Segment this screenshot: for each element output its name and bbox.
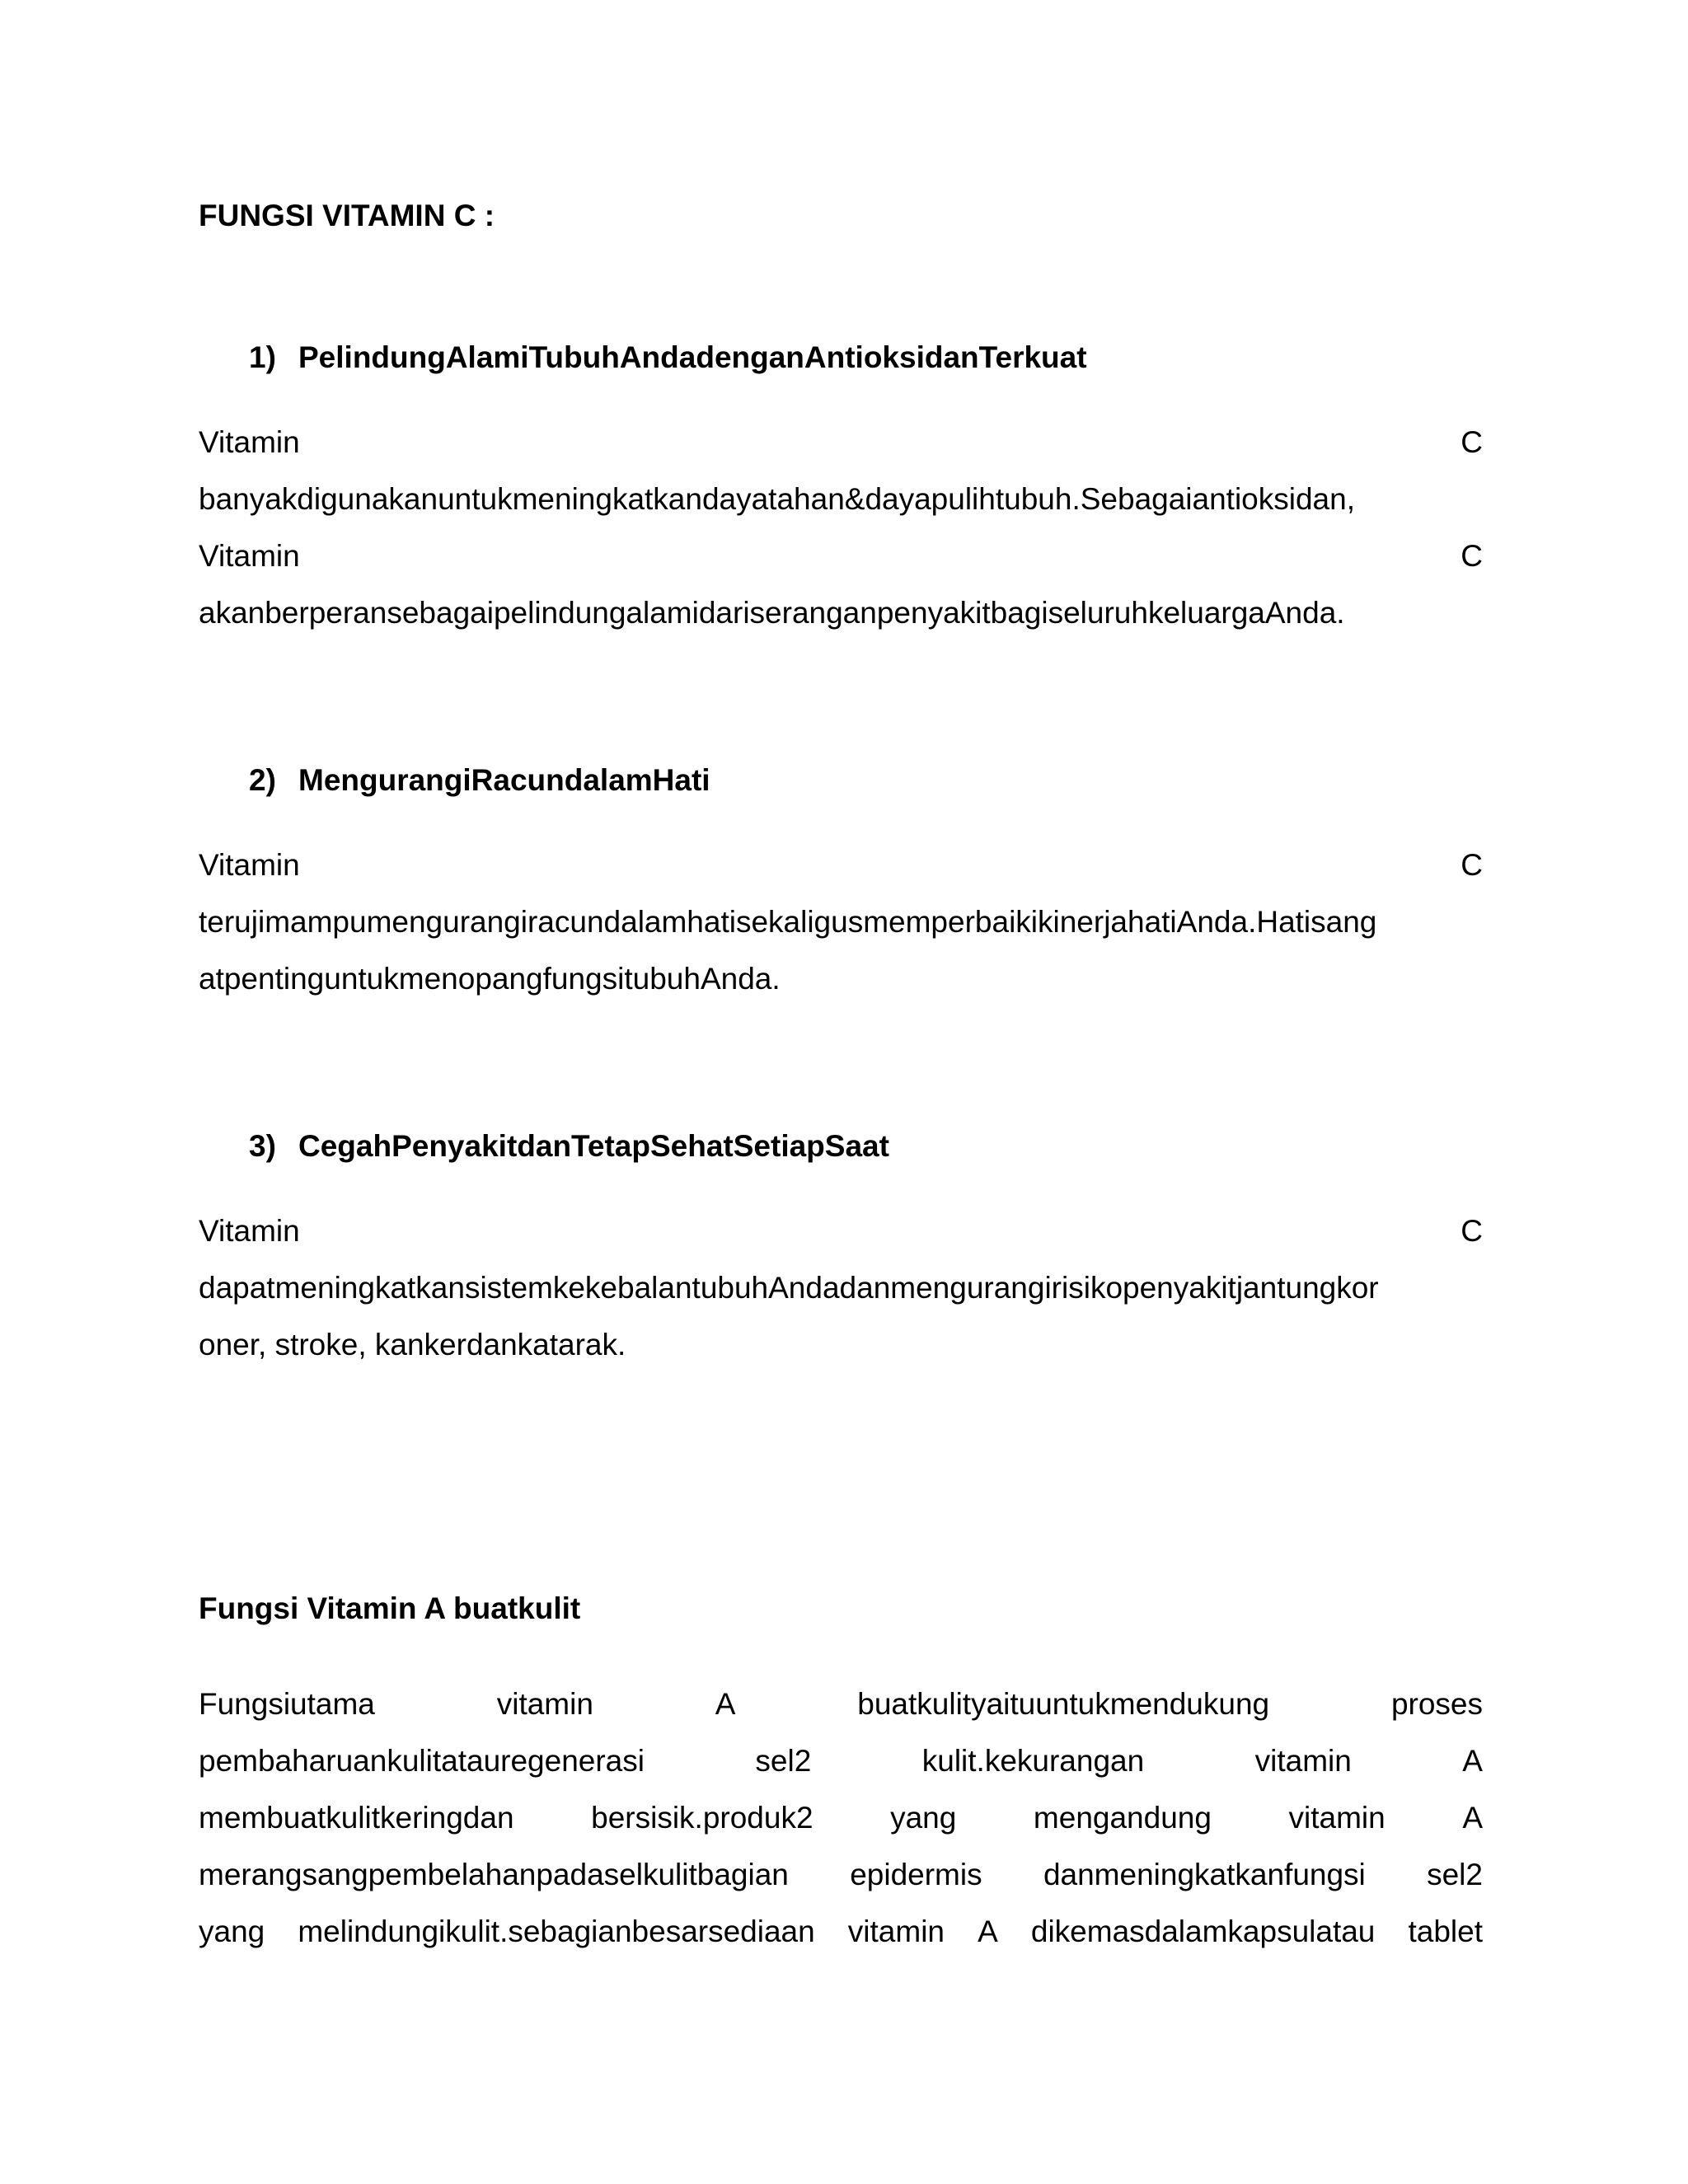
word: C [1461,848,1483,882]
section-number: 1) [249,340,276,374]
paragraph-line [199,1846,1483,1903]
paragraph-line [199,1202,1483,1259]
word: vitamin [496,1687,593,1721]
word: danmeningkatkanfungsi [1043,1858,1366,1891]
word: pembaharuankulitatauregenerasi [199,1744,645,1778]
word: A [1462,1744,1483,1778]
word: A [1462,1801,1483,1835]
paragraph-line [199,527,1483,584]
section-heading-1 [249,340,1087,376]
section-heading-2 [249,762,710,799]
vitamin-a-paragraph [199,1675,1483,1960]
document-title: FUNGSI VITAMIN C : [199,199,495,232]
section-heading-text: CegahPenyakitdanTetapSehatSetiapSaat [298,1129,889,1163]
paragraph-line [199,1903,1483,1960]
word: sel2 [1427,1858,1483,1891]
word: proses [1390,1687,1483,1721]
word: C [1461,539,1483,573]
paragraph-line [199,1675,1483,1732]
vitamin-a-title: Fungsi Vitamin A buatkulit [199,1591,581,1625]
section-number: 2) [249,763,276,797]
word: yang [890,1801,957,1835]
word: tablet [1408,1915,1483,1948]
word: C [1461,425,1483,459]
word: Vitamin [199,425,300,459]
paragraph-line: oner, stroke, kankerdankatarak. [199,1328,626,1361]
section-heading-3 [249,1128,889,1165]
paragraph-line [199,1732,1483,1789]
word: Vitamin [199,539,300,573]
section-paragraph-1 [199,414,1483,641]
word: dikemasdalamkapsulatau [1030,1915,1376,1948]
paragraph-line: atpentinguntukmenopangfungsitubuhAnda. [199,962,781,996]
section-number: 3) [249,1129,276,1163]
word: bersisik.produk2 [591,1801,814,1835]
word: A [715,1687,736,1721]
word: yang [199,1915,265,1948]
word: buatkulityaituuntukmendukung [857,1687,1270,1721]
word: C [1461,1214,1483,1248]
paragraph-line: banyakdigunakanuntukmeningkatkandayatahan&dayapulihtubuh.Sebagaiantioksidan, [199,482,1355,516]
word: sel2 [755,1744,812,1778]
word: kulit.kekurangan [921,1744,1145,1778]
word: vitamin [1288,1801,1386,1835]
word: Vitamin [199,1214,300,1248]
word: mengandung [1033,1801,1212,1835]
paragraph-line [199,837,1483,893]
word: melindungikulit.sebagianbesarsediaan [298,1915,815,1948]
paragraph-line: terujimampumengurangiracundalamhatisekaligusmemperbaikikinerjahatiAnda.Hatisang [199,905,1377,939]
word: vitamin [847,1915,945,1948]
section-heading-text: PelindungAlamiTubuhAndadenganAntioksidanTerkuat [298,340,1087,374]
word: Fungsiutama [199,1687,375,1721]
section-paragraph-2 [199,837,1483,1007]
paragraph-line: akanberperansebagaipelindungalamidariseranganpenyakitbagiseluruhkeluargaAnda. [199,596,1345,630]
word: Vitamin [199,848,300,882]
paragraph-line [199,414,1483,471]
word: vitamin [1254,1744,1352,1778]
paragraph-line [199,1789,1483,1846]
word: epidermis [850,1858,982,1891]
section-paragraph-3 [199,1202,1483,1373]
word: merangsangpembelahanpadaselkulitbagian [199,1858,789,1891]
word: A [978,1915,998,1948]
section-heading-text: MengurangiRacundalamHati [298,763,710,797]
paragraph-line: dapatmeningkatkansistemkekebalantubuhAndadanmengurangirisikopenyakitjantungkor [199,1271,1379,1305]
word: membuatkulitkeringdan [199,1801,514,1835]
